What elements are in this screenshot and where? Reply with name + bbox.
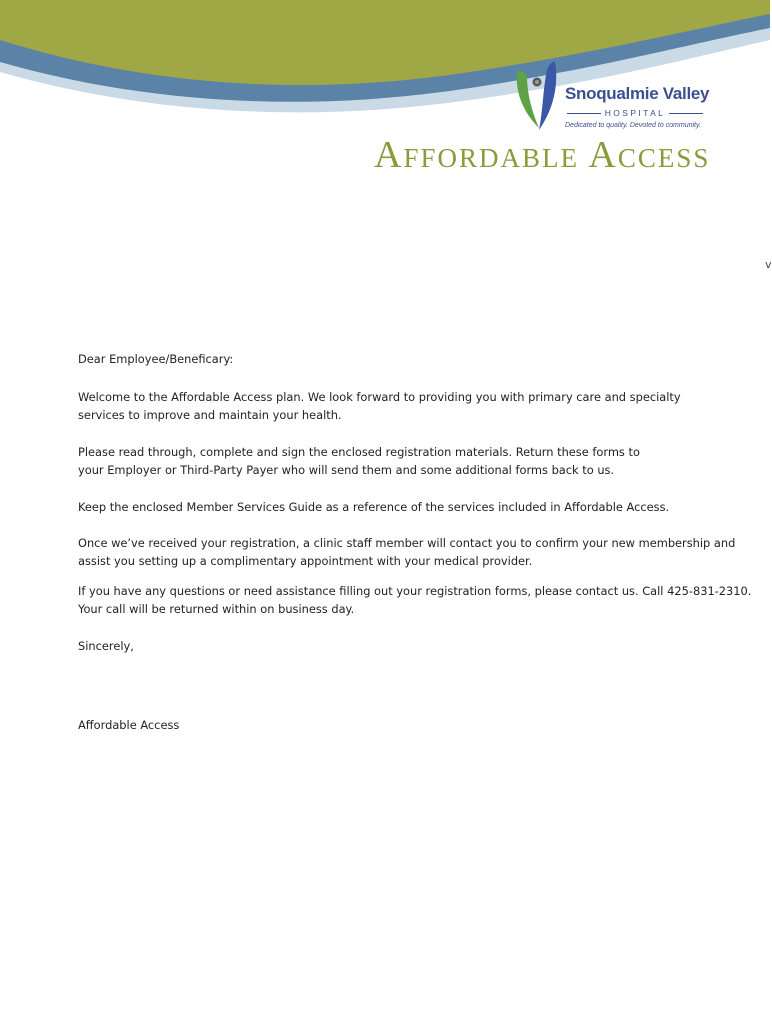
paragraph-welcome [78, 388, 681, 424]
edge-mark: v [765, 258, 772, 271]
closing: Sincerely, [78, 639, 134, 653]
paragraph-line: Once we’ve received your registration, a clinic staff member will contact you to confirm your new membership and [78, 536, 736, 550]
paragraph-line: Your call will be returned within on business day. [78, 602, 355, 616]
salutation: Dear Employee/Beneficary: [78, 352, 234, 366]
logo-tagline: Dedicated to quality. Devoted to community. [565, 122, 701, 129]
paragraph-line: Keep the enclosed Member Services Guide as a reference of the services included in Affordable Access. [78, 500, 670, 514]
hospital-logo [511, 56, 710, 134]
logo-rule-left [567, 113, 601, 114]
paragraph-contact [78, 582, 751, 618]
paragraph-line: If you have any questions or need assistance filling out your registration forms, please contact us. Call 425-831-2310. [78, 584, 752, 598]
paragraph-line: Please read through, complete and sign the enclosed registration materials. Return these forms to [78, 445, 640, 459]
paragraph-confirmation [78, 534, 735, 570]
logo-name-text: Snoqualmie Valley [565, 84, 710, 103]
leaf-figure-icon [513, 58, 561, 132]
paragraph-line: your Employer or Third-Party Payer who will send them and some additional forms back to us. [78, 463, 615, 477]
logo-subtitle: HOSPITAL [604, 108, 666, 118]
paragraph-line: assist you setting up a complimentary appointment with your medical provider. [78, 554, 533, 568]
paragraph-guide [78, 498, 669, 516]
signature: Affordable Access [78, 718, 180, 732]
logo-subtitle-row [567, 107, 703, 119]
logo-rule-right [669, 113, 703, 114]
paragraph-line: services to improve and maintain your health. [78, 408, 342, 422]
brand-title: Affordable Access [374, 134, 711, 176]
paragraph-registration [78, 443, 640, 479]
paragraph-line: Welcome to the Affordable Access plan. We look forward to providing you with primary care and specialty [78, 390, 681, 404]
